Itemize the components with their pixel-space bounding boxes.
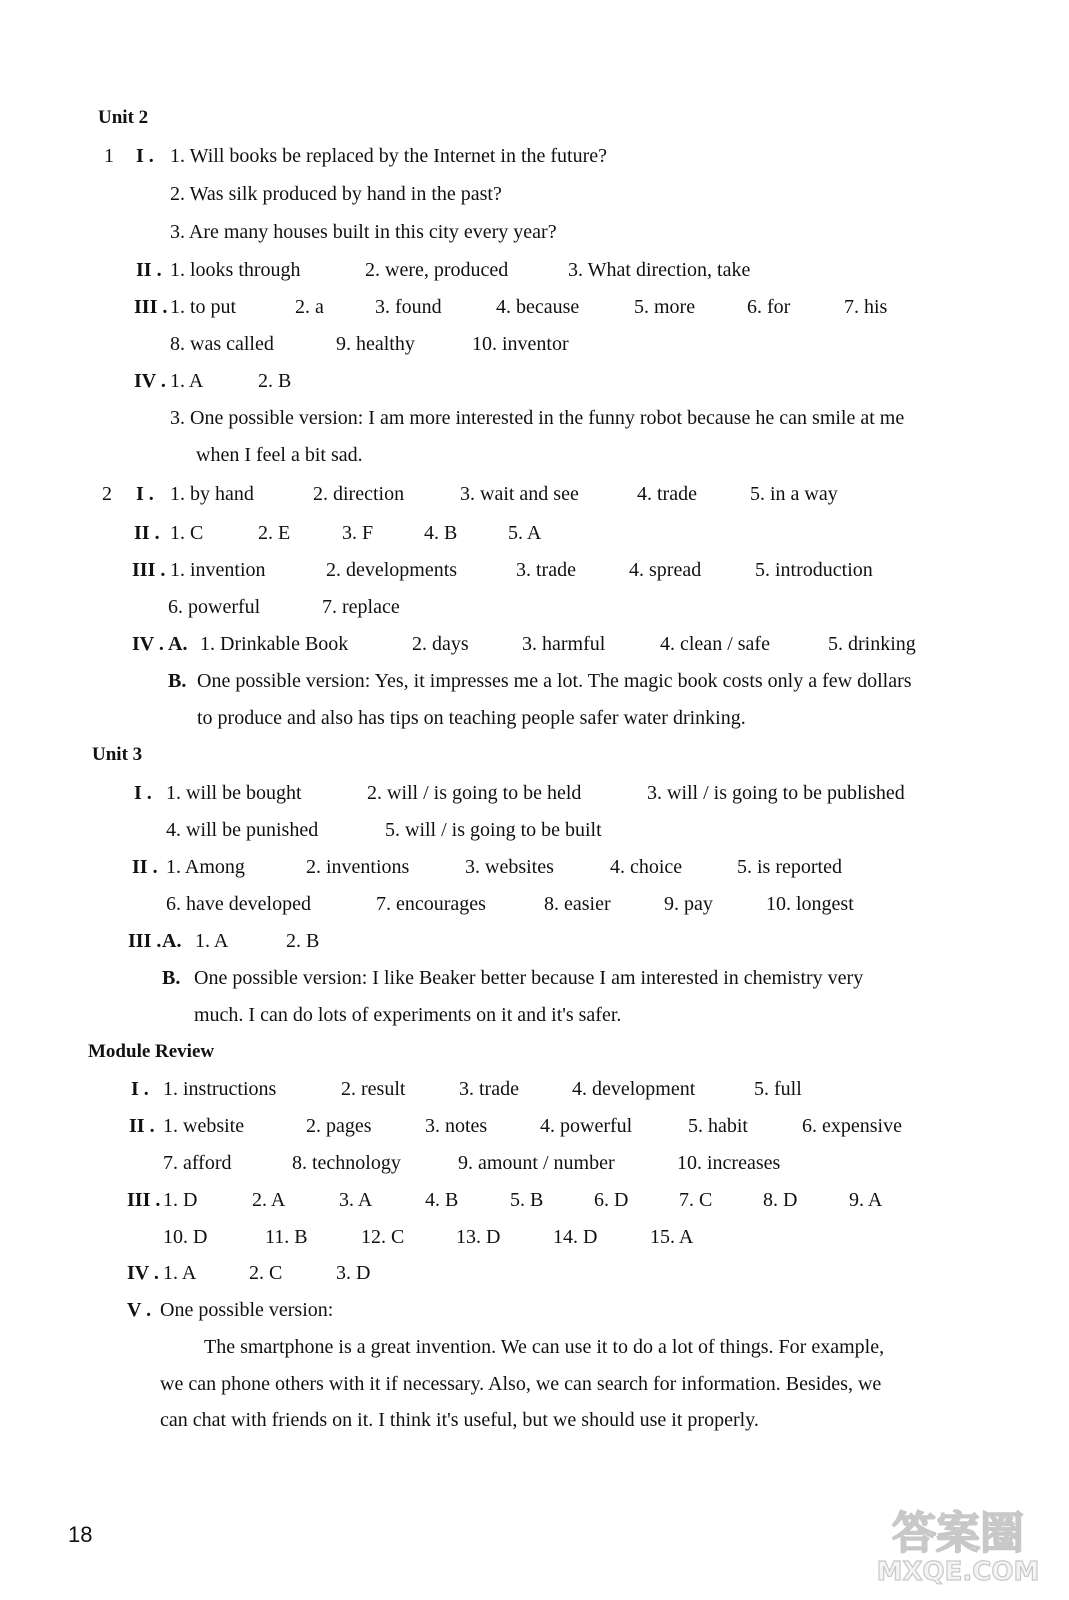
answer: 2. B [286, 930, 320, 952]
sub-label: B. [168, 670, 187, 692]
answer: 7. his [844, 296, 888, 318]
page-number: 18 [68, 1522, 93, 1547]
answer: 1. website [163, 1115, 245, 1137]
answer: 2. a [295, 296, 324, 318]
watermark-logo [872, 1500, 1042, 1586]
answer: 5. more [634, 296, 696, 318]
answer: 9. amount / number [458, 1152, 615, 1174]
part-label: IV . [132, 633, 164, 655]
answer: 10. inventor [472, 333, 569, 355]
answer: 5. A [508, 522, 542, 544]
answer: 1. C [170, 522, 204, 544]
answer: 4. B [425, 1189, 459, 1211]
part-label: II . [134, 522, 160, 544]
part-label: IV . [134, 370, 166, 392]
part-label: V . [127, 1299, 152, 1321]
answer: 3. What direction, take [568, 259, 751, 281]
answer: 4. will be punished [166, 819, 319, 841]
essay-line: we can phone others with it if necessary. Also, we can search for information. Besides, we [160, 1373, 882, 1395]
answer: 2. inventions [306, 856, 410, 878]
answer: 1. Will books be replaced by the Internet in the future? [170, 145, 608, 167]
answer: 1. D [163, 1189, 198, 1211]
answer: 12. C [361, 1226, 405, 1248]
module-review-heading: Module Review [88, 1041, 215, 1062]
answer-version: to produce and also has tips on teaching people safer water drinking. [197, 707, 746, 729]
section-number: 2 [102, 483, 112, 505]
answer: 4. B [424, 522, 458, 544]
answer: 13. D [456, 1226, 501, 1248]
answer: 4. clean / safe [660, 633, 770, 655]
part-label: III . [128, 930, 162, 952]
sub-label: A. [168, 633, 188, 655]
answer: 2. developments [326, 559, 458, 581]
answer: 1. by hand [170, 483, 254, 505]
answer: 1. instructions [163, 1078, 277, 1100]
answer: 9. pay [664, 893, 713, 915]
answer: 7. C [679, 1189, 713, 1211]
watermark-bottom: MXQE.COM [876, 1557, 1040, 1586]
answer: 6. have developed [166, 893, 311, 915]
answer: 5. in a way [750, 483, 838, 505]
answer: 4. spread [629, 559, 702, 581]
answer: 1. A [163, 1262, 197, 1284]
answer-version: One possible version: Yes, it impresses me a lot. The magic book costs only a few dollars [197, 670, 912, 692]
answer: 4. development [572, 1078, 696, 1100]
part-label: II . [132, 856, 158, 878]
answer: 3. wait and see [460, 483, 579, 505]
answer: 1. Among [166, 856, 245, 878]
answer-version: much. I can do lots of experiments on it and it's safer. [194, 1004, 622, 1026]
answer: 3. found [375, 296, 442, 318]
answer: 7. replace [322, 596, 400, 618]
answer: 2. Was silk produced by hand in the past? [170, 183, 502, 205]
answer-version-intro: One possible version: [160, 1299, 334, 1321]
answer: 2. E [258, 522, 291, 544]
part-label: I . [131, 1078, 149, 1100]
answer: 1. to put [170, 296, 237, 318]
answer-version: when I feel a bit sad. [196, 444, 363, 466]
answer-version: 3. One possible version: I am more interested in the funny robot because he can smile at me [170, 407, 905, 429]
section-number: 1 [104, 145, 114, 167]
answer: 11. B [265, 1226, 308, 1248]
answer: 3. Are many houses built in this city every year? [170, 221, 557, 243]
answer: 6. powerful [168, 596, 261, 618]
answer: 8. technology [292, 1152, 401, 1174]
answer: 4. trade [637, 483, 697, 505]
unit3-heading: Unit 3 [92, 744, 143, 765]
part-label: III . [134, 296, 168, 318]
answer: 4. because [496, 296, 580, 318]
answer: 1. A [170, 370, 204, 392]
answer: 3. A [339, 1189, 373, 1211]
answer: 10. longest [766, 893, 854, 915]
answer: 8. D [763, 1189, 798, 1211]
answer: 2. A [252, 1189, 286, 1211]
answer: 3. websites [465, 856, 554, 878]
answer: 2. C [249, 1262, 283, 1284]
part-label: II . [129, 1115, 155, 1137]
answer: 2. pages [306, 1115, 372, 1137]
answer: 2. result [341, 1078, 406, 1100]
answer: 14. D [553, 1226, 598, 1248]
answer: 7. afford [163, 1152, 232, 1174]
answer: 4. choice [610, 856, 683, 878]
answer: 3. will / is going to be published [647, 782, 905, 804]
essay-line: The smartphone is a great invention. We can use it to do a lot of things. For example, [204, 1336, 885, 1358]
answer: 1. will be bought [166, 782, 302, 804]
part-label: I . [136, 483, 154, 505]
part-label: I . [134, 782, 152, 804]
sub-label: B. [162, 967, 181, 989]
answer: 5. introduction [755, 559, 873, 581]
part-label: II . [136, 259, 162, 281]
answer: 8. was called [170, 333, 274, 355]
answer: 3. harmful [522, 633, 606, 655]
answer: 5. habit [688, 1115, 748, 1137]
part-label: I . [136, 145, 154, 167]
answer: 2. were, produced [365, 259, 509, 281]
part-label: IV . [127, 1262, 159, 1284]
answer: 4. powerful [540, 1115, 633, 1137]
answer: 1. Drinkable Book [200, 633, 349, 655]
sub-label: A. [162, 930, 182, 952]
answer: 5. B [510, 1189, 544, 1211]
answer: 2. direction [313, 483, 405, 505]
answer: 3. D [336, 1262, 371, 1284]
unit2-heading: Unit 2 [98, 107, 149, 128]
answer: 6. expensive [802, 1115, 902, 1137]
answer: 6. D [594, 1189, 629, 1211]
answer: 5. is reported [737, 856, 842, 878]
answer: 1. A [195, 930, 229, 952]
answer: 6. for [747, 296, 791, 318]
answer: 2. days [412, 633, 469, 655]
answer: 5. will / is going to be built [385, 819, 602, 841]
answer: 10. increases [677, 1152, 781, 1174]
answer: 3. F [342, 522, 374, 544]
answer: 9. healthy [336, 333, 415, 355]
answer: 2. B [258, 370, 292, 392]
answer: 2. will / is going to be held [367, 782, 582, 804]
answer: 10. D [163, 1226, 208, 1248]
answer: 1. looks through [170, 259, 301, 281]
answer: 15. A [650, 1226, 694, 1248]
watermark-top: 答案圈 [892, 1508, 1024, 1559]
answer: 8. easier [544, 893, 611, 915]
answer: 9. A [849, 1189, 883, 1211]
essay-line: can chat with friends on it. I think it's useful, but we should use it properly. [160, 1409, 759, 1431]
answer-version: One possible version: I like Beaker better because I am interested in chemistry very [194, 967, 864, 989]
answer: 7. encourages [376, 893, 486, 915]
answer: 5. full [754, 1078, 802, 1100]
answer: 3. trade [459, 1078, 519, 1100]
answer: 3. trade [516, 559, 576, 581]
part-label: III . [132, 559, 166, 581]
answer: 5. drinking [828, 633, 916, 655]
part-label: III . [127, 1189, 161, 1211]
answer: 1. invention [170, 559, 266, 581]
answer: 3. notes [425, 1115, 488, 1137]
